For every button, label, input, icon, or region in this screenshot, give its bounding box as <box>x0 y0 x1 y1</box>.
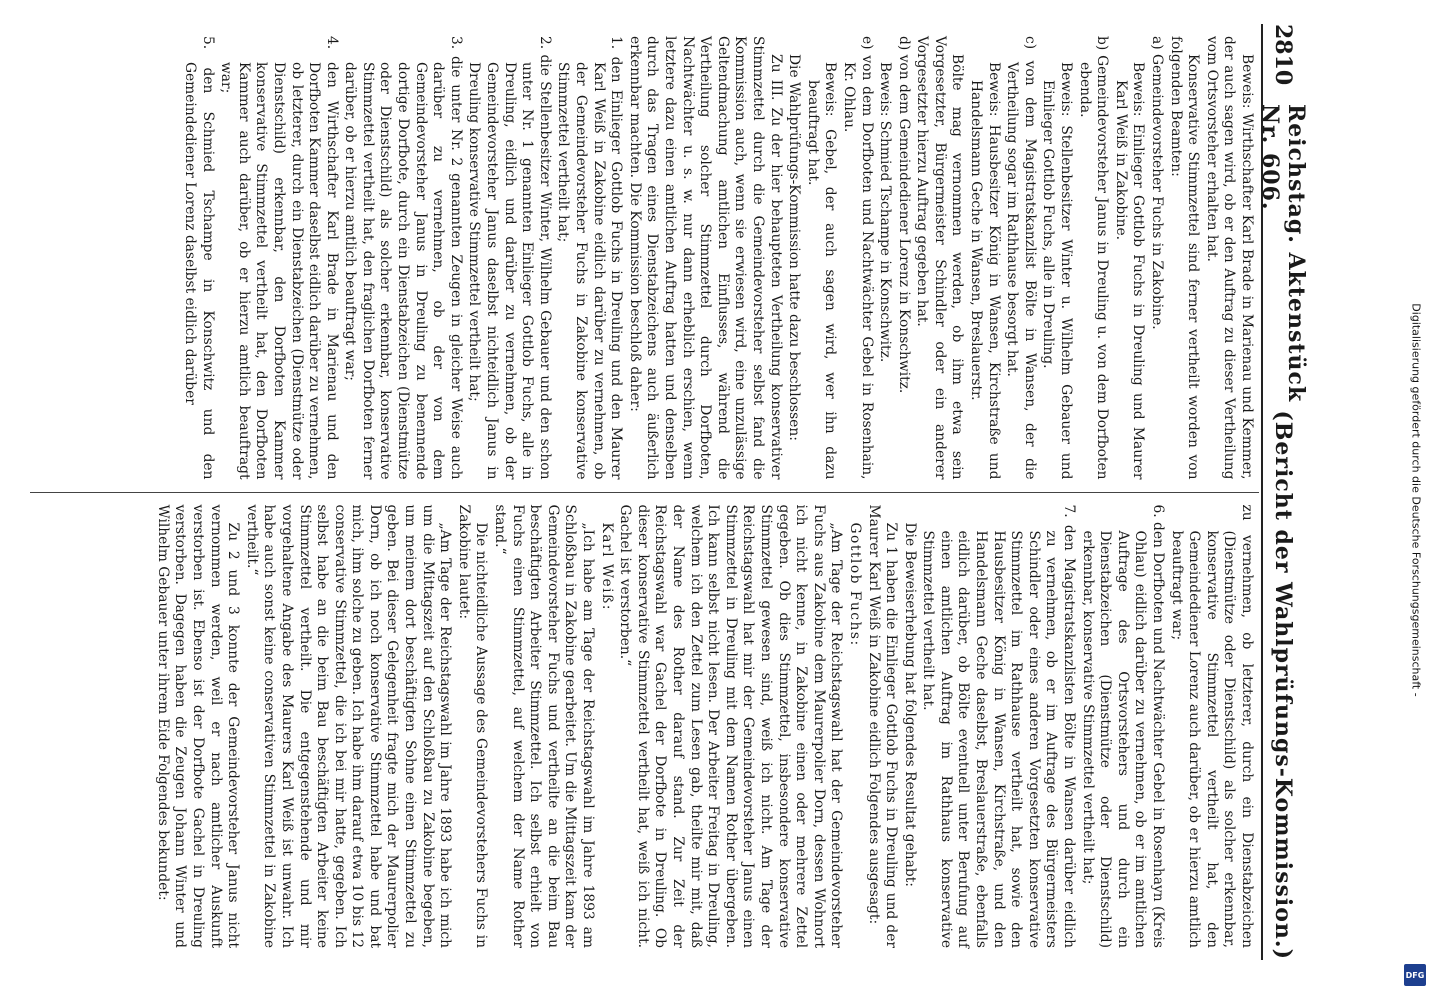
digitization-credit <box>1398 0 1434 1000</box>
list-item: 7. den Magistratskanzlisten Bölte in Wansen darüber eidlich zu vernehmen, ob er im Auftrage des Bürgermeisters Schindler oder eines anderen Vorgesetzten konservative Stimmzettel im Rathhause vertheilt hat, sowie den Hausbesitzer König in Wansen, Kirchstraße, und den Handelsmann Geche daselbst, Breslauerstraße, ebenfalls eidlich darüber, ob Bölte eventuell unter Berufung auf einen amtlichen Auftrag im Rathhaus konservative Stimmzettel vertheilt hat. <box>920 504 1078 948</box>
paragraph: Beweis: Stellenbesitzer Winter u. Wilhelm Gebauer und Einlieger Gottlob Fuchs, alle in Dreuling. <box>1040 62 1075 480</box>
left-column <box>30 24 1259 492</box>
dfg-logo-icon: DFG <box>1404 964 1426 986</box>
paragraph: Die Wahlprüfungs-Kommission hatte dazu beschlossen: <box>786 54 803 441</box>
paragraph: Beweis: Hausbesitzer König in Wansen, Kirchstraße und Handelsmann Geche in Wansen, Breslauerstr. <box>968 62 1002 480</box>
paragraph: Zu 2 und 3 konnte der Gemeindevorsteher Janus nicht vernommen werden, weil er nach amtlicher Auskunft verstorben ist. Ebenso ist der Dorfbote Gachel in Dreuling verstorben. Dagegen haben die Zeugen Johann Winter und Wilhelm Gebauer unter ihrem Eide Folgendes bekundet: <box>154 504 242 948</box>
text-columns <box>30 24 1259 960</box>
paragraph: Beweis: Einlieger Gottlob Fuchs in Dreuling und Maurer Karl Weiß in Zakobine. <box>1112 62 1147 480</box>
list-item: 1. den Einlieger Gottlob Fuchs in Dreuling und den Maurer Karl Weiß in Zakobine eidlich darüber zu vernehmen, ob der Gemeindevorsteher Fuchs in Zakobine konservative Stimmzettel vertheilt hat; <box>555 36 625 480</box>
quotation: „Am Tage der Reichstagswahl im Jahre 1893 habe ich mich um die Mittagszeit auf den Schloßbau zu Zakobine begeben, um meinem dort beschäftigten Sohne einen Stimmzettel zu geben. Bei dieser Gelegenheit fragte mich der Maurerpolier Dorn, ob ich noch konservative Stimmzettel habe und bat mich, ihm solche zu geben. Ich habe ihm darauf etwa 10 bis 12 conservative Stimmzettel, die ich bei mir hatte, gegeben. Ich selbst habe an die beim Bau beschäftigten Arbeiter keine Stimmzettel vertheilt. Die entgegenstehende und mir vorgehaltene Angabe des Maurers Karl Weiß ist unwahr. Ich habe auch sonst keine conservativen Stimmzettel in Zakobine vertheilt.“ <box>243 504 454 948</box>
list-item: 6. den Dorfboten und Nachtwächter Gebel in Rosenhayn (Kreis Ohlau) eidlich darüber zu vernehmen, ob er im amtlichen Auftrage des Ortsvorstehers und durch ein Dienstabzeichen (Dienstmütze oder Dienstschild) erkennbar, konservative Stimmzettel vertheilt hat; <box>1079 504 1167 948</box>
page-title: Reichstag. Aktenstück Nr. 606. <box>1257 104 1309 403</box>
right-column <box>30 492 1259 961</box>
list-item: 4. den Wirthschafter Karl Brade in Marienau und den Dorfboten Kammer daselbst eidlich darüber zu vernehmen, ob letzterer, durch ein Dienstabzeichen (Dienstmütze oder Dienstschild) erkennbar, den Dorfboten Kammer konservative Stimmzettel vertheilt hat, den Dorfboten Kammer auch darüber, ob er hierzu amtlich beauftragt war; <box>218 36 340 480</box>
quotation: „Am Tage der Reichstagswahl hat der Gemeindevorsteher Fuchs aus Zakobine dem Maurerpolier Dorn, dessen Wohnort ich nicht kenne, in Zakobine einen oder mehrere Zettel gegeben. Ob dies Stimmzettel, insbesondere konservative Stimmzettel gewesen sind, weiß ich nicht. Am Tage der Reichstagswahl hat mir der Gemeindevorsteher Janus einen Stimmzettel in Dreuling mit dem Namen Rother übergeben. Ich kann selbst nicht lesen. Der Arbeiter Freitag in Dreuling, welchem ich den Zettel zum Lesen gab, theilte mir mit, daß der Name des Rother darauf stand. Zur Zeit der Reichstagswahl war Gachel der Dorfbote in Dreuling. Ob dieser konservative Stimmzettel vertheilt hat, weiß ich nicht. Gachel ist verstorben.“ <box>617 504 845 948</box>
list-item: 2. die Stellenbesitzer Winter, Wilhelm Gebauer und den schon unter Nr. 1 genannten Einlieger Gottlob Fuchs, alle in Dreuling, eidlich und darüber zu vernehmen, ob der Gemeindevorsteher Janus daselbst nichteidlich Janus in Dreuling konservative Stimmzettel vertheilt hat; <box>466 36 553 480</box>
paragraph: Beweis: Wirthschafter Karl Brade in Marienau und Kemmer, der auch sagen wird, ob er den Auftrag zu dieser Vertheilung vom Ortsvorsteher erhalten hat. <box>1203 36 1255 480</box>
paragraph: Konservative Stimmzettel sind ferner vertheilt worden von folgenden Beamten: <box>1167 36 1202 480</box>
list-item: c) von dem Magistratskanzlist Bölte in Wansen, der die Vertheilung sogar im Rathhause besorgt hat. <box>1004 36 1038 480</box>
list-item: a) Gemeindevorsteher Fuchs in Zakobine. <box>1149 36 1166 330</box>
paragraph: Beweis: Schmied Tschampe in Konschwitz. <box>877 62 894 363</box>
list-item: d) von dem Gemeindediener Lorenz in Konschwitz. <box>895 36 912 394</box>
list-item: 3. die unter Nr. 2 genannten Zeugen in gleicher Weise auch darüber zu vernehmen, ob der von dem Gemeindevorsteher Janus in Dreuling zu benennende dortige Dorfbote, durch ein Dienstabzeichen (Dienstmütze oder Dienstschild) als solcher erkennbar, konservative Stimmzettel vertheilt hat, den fraglichen Dorfboten ferner darüber, ob er hierzu amtlich beauftragt war; <box>342 36 464 480</box>
list-item: e) von dem Dorfboten und Nachtwächter Gebel in Rosenhain, Kr. Ohlau. <box>840 36 875 480</box>
speaker-name: Gottlob Fuchs: <box>846 522 863 647</box>
paragraph: Zu III. Zu der hier behaupteten Vertheilung konservativer Stimmzettel durch die Gemeindevorsteher selbst fand die Kommission auch, wenn sie erwiesen wird, eine unzulässige Geltendmachung amtlichen Einflusses, während die Vertheilung solcher Stimmzettel durch Dorfboten, Nachtwächter u. s. w. nur dann erheblich erschien, wenn letztere dazu einen amtlichen Auftrag hatten und denselben durch das Tragen eines Dienstabzeichens auch äußerlich erkennbar machten. Die Kommission beschloß daher: <box>626 36 784 480</box>
paragraph: Bölte mag vernommen werden, ob ihm etwa sein Vorgesetzter, Bürgermeister Schindler oder ein anderer Vorgesetzter hierzu Auftrag gegeben hat. <box>914 36 966 480</box>
page-number: 2810 <box>1270 24 1296 86</box>
list-item: zu vernehmen, ob letzterer, durch ein Dienstabzeichen (Dienstmütze oder Dienstschild) als solcher erkennbar, konservative Stimmzettel vertheilt hat, den Gemeindediener Lorenz auch darüber, ob er hierzu amtlich beauftragt war; <box>1168 504 1255 948</box>
list-item: b) Gemeindevorsteher Janus in Dreuling u. von dem Dorfboten ebenda. <box>1076 36 1111 480</box>
paragraph: Die Beweiserhebung hat folgendes Resultat gehabt: <box>901 522 918 887</box>
speaker-name: Karl Weiß: <box>598 522 615 611</box>
paragraph: Die nichteidliche Aussage des Gemeindevorstehers Fuchs in Zakobine lautet: <box>455 504 490 948</box>
credit-text: Digitalisierung gefördert durch die Deutsche Forschungsgemeinschaft - <box>1409 303 1423 697</box>
page-header <box>1257 24 1309 960</box>
paragraph: Beweis: Gebel, der auch sagen wird, wer ihn dazu beauftragt hat. <box>804 62 839 480</box>
list-item: 5. den Schmied Tschampe in Konschwitz und den Gemeindediener Lorenz daselbst eidlich darüber <box>181 36 216 480</box>
paragraph: Zu 1 haben die Einlieger Gottlob Fuchs in Dreuling und der Maurer Karl Weiß in Zakobine eidlich Folgendes ausgesagt: <box>865 504 900 948</box>
quotation: „Ich habe am Tage der Reichstagswahl im Jahre 1893 am Schloßbau in Zakobine gearbeitet. Um die Mittagszeit kam der Gemeindevorsteher Fuchs und vertheilte an die beim Bau beschäftigten Arbeiter Stimmzettel. Ich selbst erhielt von Fuchs einen Stimmzettel, auf welchem der Name Rother stand.“ <box>492 504 597 948</box>
page-subtitle: (Bericht der Wahlprüfungs-Kommission.) <box>1270 410 1296 960</box>
